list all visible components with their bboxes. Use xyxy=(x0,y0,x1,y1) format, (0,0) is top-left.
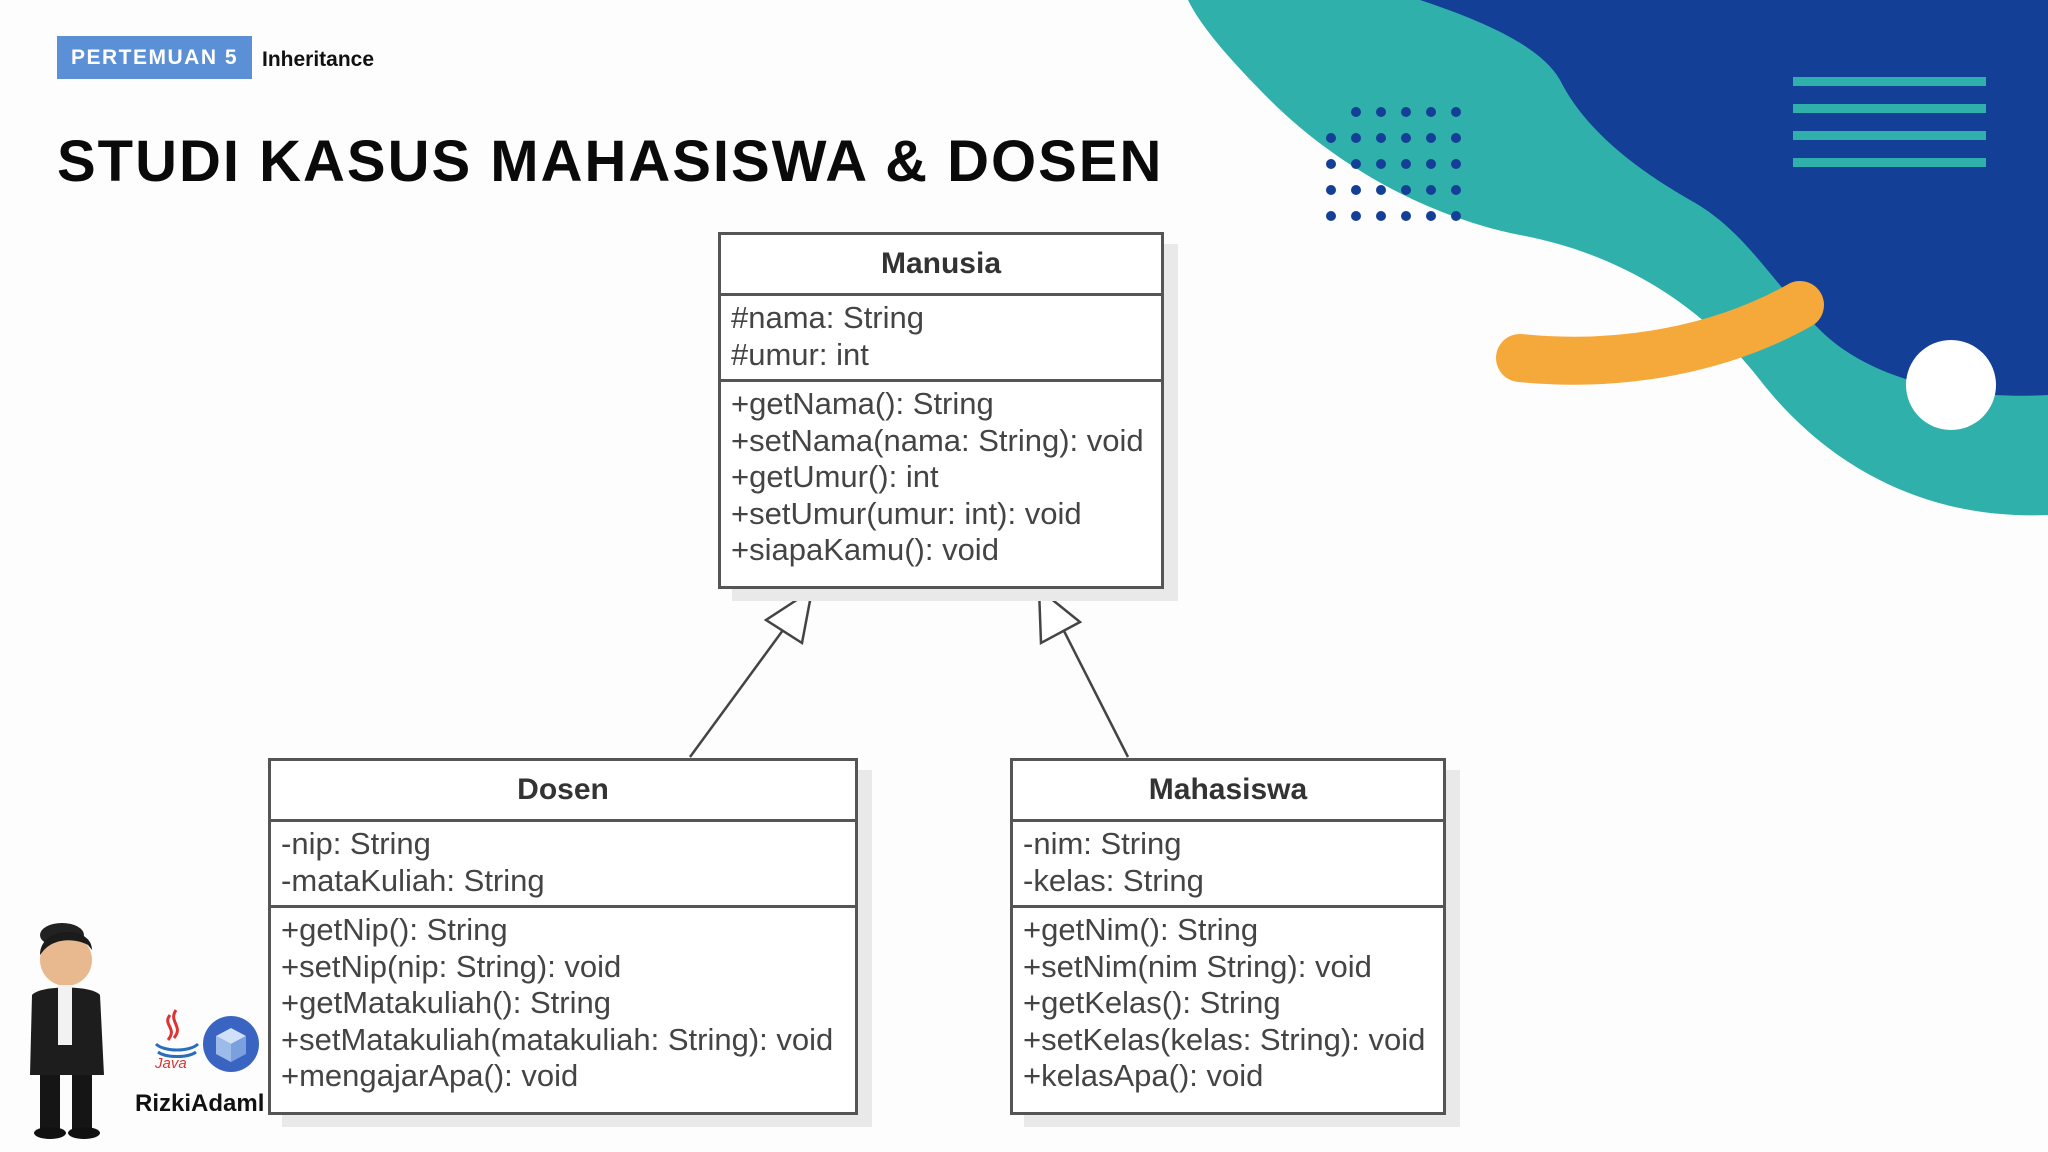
avatar-illustration xyxy=(30,923,104,1139)
method: +setNama(nama: String): void xyxy=(731,422,1144,458)
method: +setNip(nip: String): void xyxy=(281,948,622,984)
cube-logo-icon xyxy=(203,1016,259,1072)
method: +getMatakuliah(): String xyxy=(281,985,611,1020)
method: +getUmur(): int xyxy=(731,459,939,494)
attribute: -mataKuliah: String xyxy=(281,862,545,898)
method: +getNama(): String xyxy=(731,386,994,421)
attribute: #umur: int xyxy=(731,336,869,372)
attribute: #nama: String xyxy=(731,300,924,335)
class-name: Dosen xyxy=(271,761,855,822)
method: +mengajarApa(): void xyxy=(281,1058,579,1093)
topic-label: Inheritance xyxy=(262,48,375,71)
method: +getKelas(): String xyxy=(1023,985,1281,1020)
method: +setMatakuliah(matakuliah: String): void xyxy=(281,1021,834,1057)
java-label: Java xyxy=(155,1055,187,1072)
attribute: -nip: String xyxy=(281,826,431,861)
method: +setNim(nim String): void xyxy=(1023,948,1372,984)
attribute: -kelas: String xyxy=(1023,862,1204,898)
class-name: Mahasiswa xyxy=(1013,761,1443,822)
method: +getNip(): String xyxy=(281,912,508,947)
meeting-badge: PERTEMUAN 5 xyxy=(57,36,252,79)
author-name: RizkiAdaml xyxy=(135,1090,265,1117)
method: +kelasApa(): void xyxy=(1023,1058,1264,1093)
method: +siapaKamu(): void xyxy=(731,532,999,567)
method: +setUmur(umur: int): void xyxy=(731,495,1082,531)
attribute: -nim: String xyxy=(1023,826,1182,861)
slide-title: STUDI KASUS MAHASISWA & DOSEN xyxy=(57,129,1164,194)
class-name: Manusia xyxy=(721,235,1161,296)
method: +getNim(): String xyxy=(1023,912,1259,947)
method: +setKelas(kelas: String): void xyxy=(1023,1021,1426,1057)
java-logo-icon xyxy=(154,1010,198,1072)
